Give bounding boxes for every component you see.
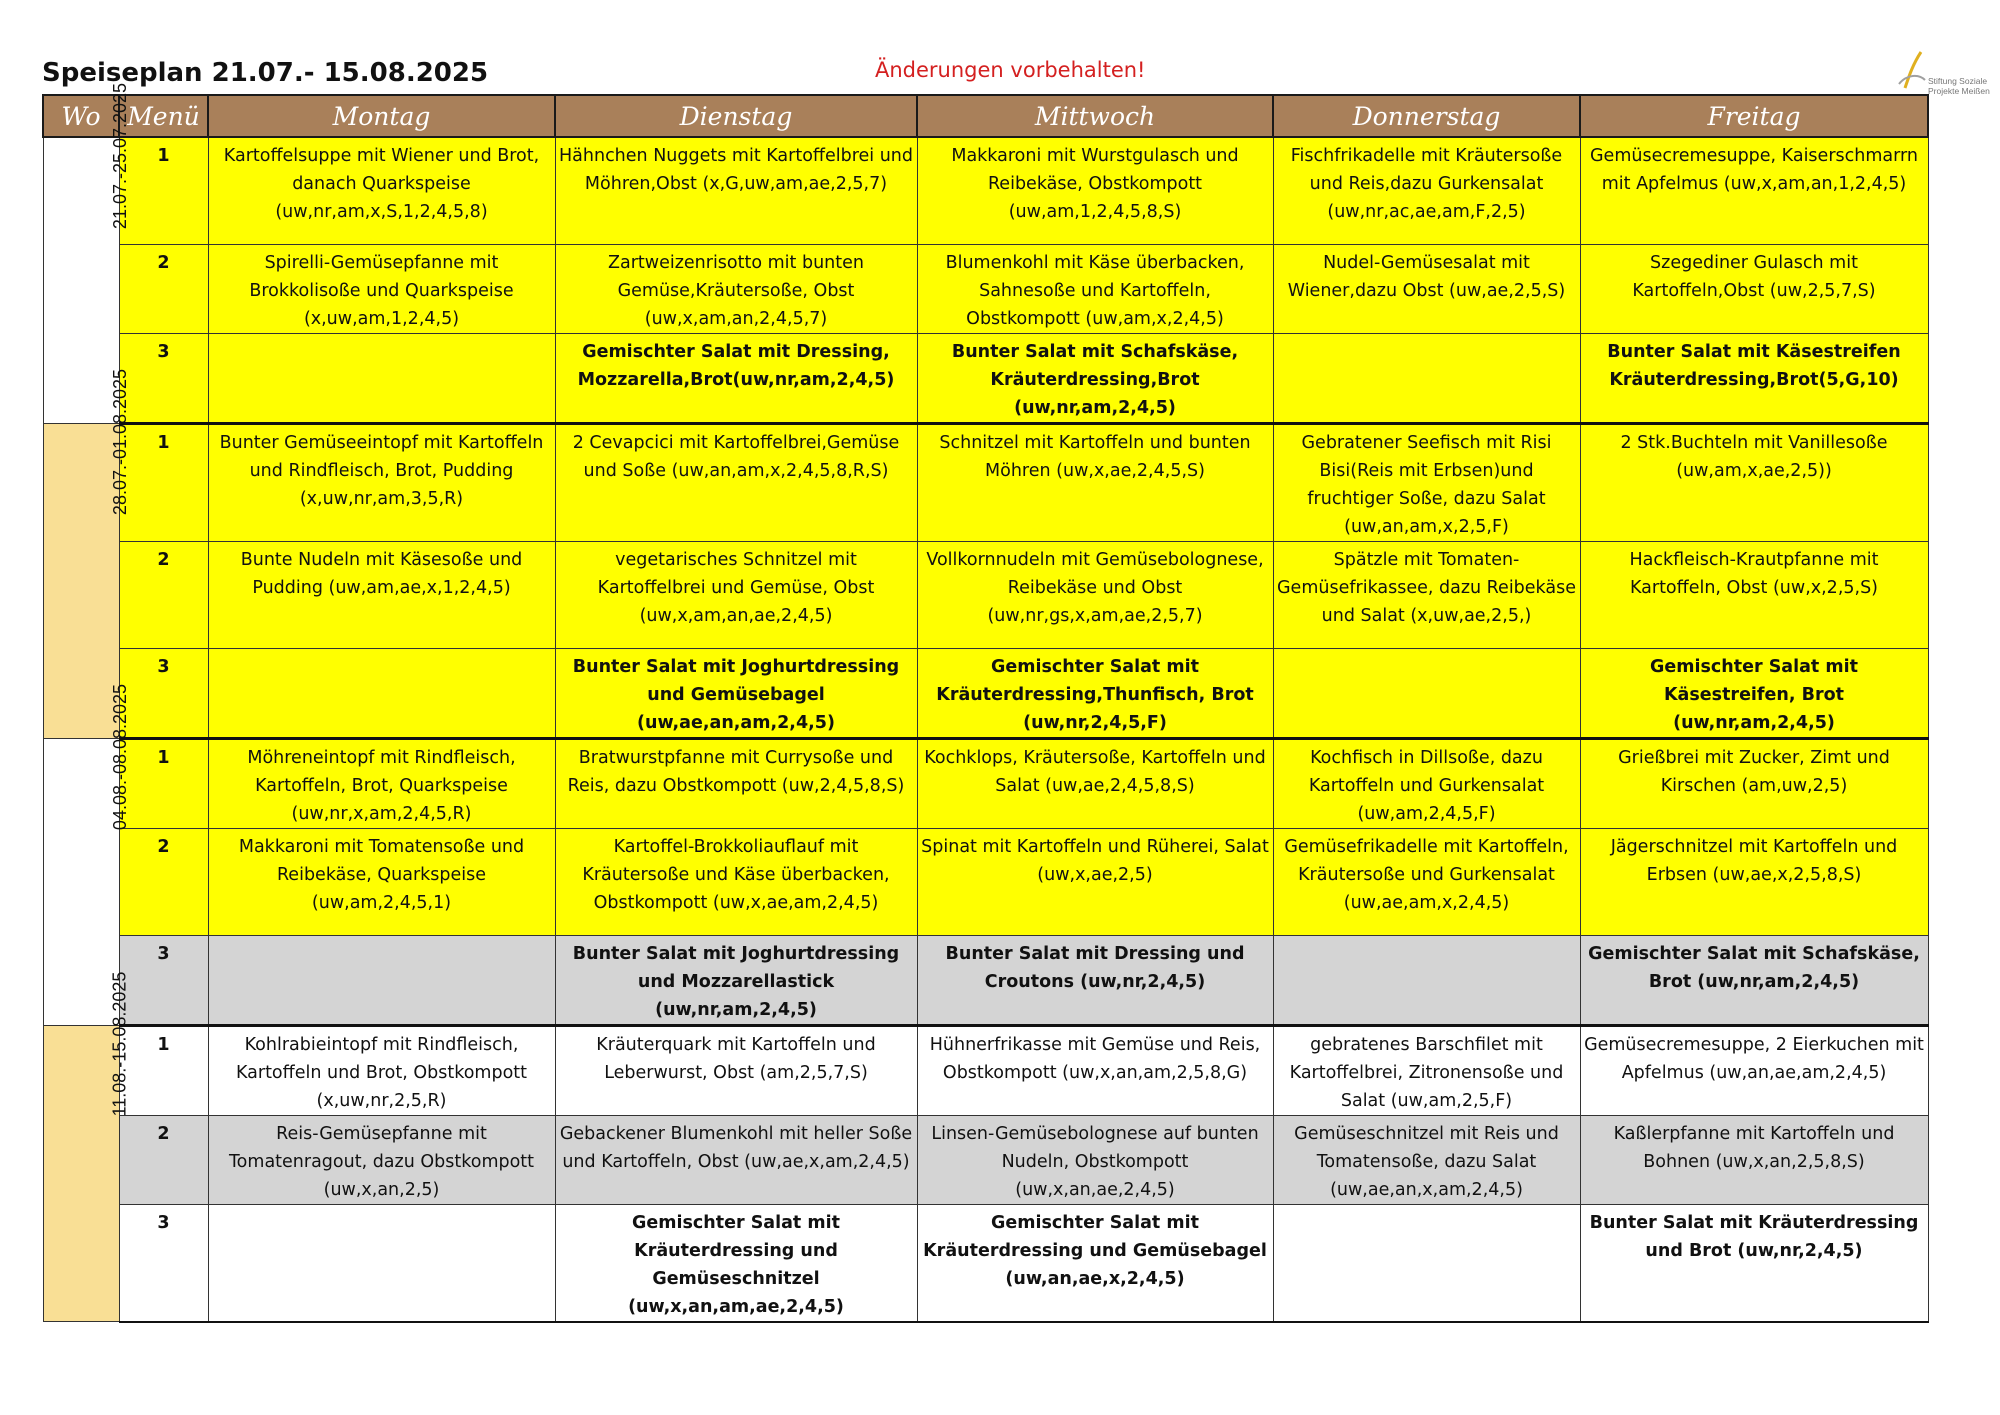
table-row (43, 648, 1928, 738)
meal-cell: Spätzle mit Tomaten-Gemüsefrikassee, dazu Reibekäse und Salat (x,uw,ae,2,5,) (1273, 541, 1580, 648)
table-row (43, 1115, 1928, 1204)
meal-cell: Kochklops, Kräutersoße, Kartoffeln und Salat (uw,ae,2,4,5,8,S) (917, 738, 1273, 828)
week-label-cell (43, 971, 129, 1322)
menu-plan-table (42, 82, 1929, 1323)
menu-number: 3 (119, 333, 208, 423)
table-row (43, 935, 1928, 1025)
table-row (43, 541, 1928, 648)
menu-number: 3 (119, 648, 208, 738)
meal-cell: Gebackener Blumenkohl mit heller Soße und Kartoffeln, Obst (uw,ae,x,am,2,4,5) (555, 1115, 917, 1204)
meal-cell: Gemüsefrikadelle mit Kartoffeln, Kräutersoße und Gurkensalat (uw,ae,am,x,2,4,5) (1273, 828, 1580, 935)
meal-cell (208, 333, 555, 423)
meal-cell: Szegediner Gulasch mit Kartoffeln,Obst (uw,2,5,7,S) (1580, 244, 1928, 333)
menu-number: 1 (119, 738, 208, 828)
change-notice: Änderungen vorbehalten! (875, 58, 1146, 82)
meal-cell: Spinat mit Kartoffeln und Rüherei, Salat (uw,x,ae,2,5) (917, 828, 1273, 935)
week-label: 28.07.-01.08.2025 (109, 368, 130, 515)
meal-cell: Gebratener Seefisch mit Risi Bisi(Reis mit Erbsen)und fruchtiger Soße, dazu Salat (uw,an,am,x,2,5,F) (1273, 423, 1580, 541)
table-row (43, 828, 1928, 935)
meal-cell: Gemüsecremesuppe, 2 Eierkuchen mit Apfelmus (uw,an,ae,am,2,4,5) (1580, 1025, 1928, 1115)
meal-cell: Bunter Salat mit Käsestreifen Kräuterdressing,Brot(5,G,10) (1580, 333, 1928, 423)
table-row (43, 1204, 1928, 1322)
meal-cell: Linsen-Gemüsebolognese auf bunten Nudeln, Obstkompott (uw,x,an,ae,2,4,5) (917, 1115, 1273, 1204)
col-header-week: Wo (43, 95, 119, 137)
menu-number: 2 (119, 828, 208, 935)
meal-cell: Zartweizenrisotto mit bunten Gemüse,Kräutersoße, Obst (uw,x,am,an,2,4,5,7) (555, 244, 917, 333)
table-row (43, 1025, 1928, 1115)
menu-number: 1 (119, 137, 208, 244)
meal-cell: Gemischter Salat mit Schafskäse, Brot (uw,nr,am,2,4,5) (1580, 935, 1928, 1025)
meal-cell: Grießbrei mit Zucker, Zimt und Kirschen (am,uw,2,5) (1580, 738, 1928, 828)
col-header-wednesday: Mittwoch (917, 95, 1273, 137)
table-row (43, 423, 1928, 541)
meal-cell: Makkaroni mit Wurstgulasch und Reibekäse, Obstkompott (uw,am,1,2,4,5,8,S) (917, 137, 1273, 244)
meal-cell: 2 Cevapcici mit Kartoffelbrei,Gemüse und Soße (uw,an,am,x,2,4,5,8,R,S) (555, 423, 917, 541)
meal-cell: Gemüsecremesuppe, Kaiserschmarrn mit Apfelmus (uw,x,am,an,1,2,4,5) (1580, 137, 1928, 244)
table-header-row (43, 95, 1928, 137)
table-row (43, 333, 1928, 423)
week-label: 21.07.-25.07.2025 (109, 82, 130, 230)
meal-cell: Nudel-Gemüsesalat mit Wiener,dazu Obst (uw,ae,2,5,S) (1273, 244, 1580, 333)
meal-cell: Bunter Gemüseeintopf mit Kartoffeln und Rindfleisch, Brot, Pudding (x,uw,nr,am,3,5,R) (208, 423, 555, 541)
meal-cell: Schnitzel mit Kartoffeln und bunten Möhren (uw,x,ae,2,4,5,S) (917, 423, 1273, 541)
meal-cell (1273, 333, 1580, 423)
meal-cell: Bratwurstpfanne mit Currysoße und Reis, dazu Obstkompott (uw,2,4,5,8,S) (555, 738, 917, 828)
meal-cell: Kohlrabieintopf mit Rindfleisch, Kartoffeln und Brot, Obstkompott (x,uw,nr,2,5,R) (208, 1025, 555, 1115)
menu-number: 2 (119, 1115, 208, 1204)
logo-text-line1: Stiftung Soziale (1928, 76, 1988, 86)
menu-number: 3 (119, 935, 208, 1025)
meal-cell: Bunter Salat mit Dressing und Croutons (uw,nr,2,4,5) (917, 935, 1273, 1025)
meal-cell: Gemüseschnitzel mit Reis und Tomatensoße, dazu Salat (uw,ae,an,x,am,2,4,5) (1273, 1115, 1580, 1204)
meal-cell: vegetarisches Schnitzel mit Kartoffelbrei und Gemüse, Obst (uw,x,am,an,ae,2,4,5) (555, 541, 917, 648)
meal-cell: Fischfrikadelle mit Kräutersoße und Reis,dazu Gurkensalat (uw,nr,ac,ae,am,F,2,5) (1273, 137, 1580, 244)
meal-cell (208, 648, 555, 738)
week-label: 04.08.-08.08.2025 (109, 683, 130, 830)
page-title: Speiseplan 21.07.- 15.08.2025 (42, 58, 489, 88)
table-row (43, 244, 1928, 333)
meal-cell (208, 935, 555, 1025)
meal-cell: Kräuterquark mit Kartoffeln und Leberwurst, Obst (am,2,5,7,S) (555, 1025, 917, 1115)
meal-cell: Bunter Salat mit Joghurtdressing und Gemüsebagel (uw,ae,an,am,2,4,5) (555, 648, 917, 738)
meal-cell: Bunte Nudeln mit Käsesoße und Pudding (uw,am,ae,x,1,2,4,5) (208, 541, 555, 648)
meal-cell: Vollkornnudeln mit Gemüsebolognese, Reibekäse und Obst (uw,nr,gs,x,am,ae,2,5,7) (917, 541, 1273, 648)
meal-cell: Gemischter Salat mit Kräuterdressing,Thunfisch, Brot (uw,nr,2,4,5,F) (917, 648, 1273, 738)
meal-cell: Kartoffelsuppe mit Wiener und Brot, danach Quarkspeise (uw,nr,am,x,S,1,2,4,5,8) (208, 137, 555, 244)
meal-cell: gebratenes Barschfilet mit Kartoffelbrei, Zitronensoße und Salat (uw,am,2,5,F) (1273, 1025, 1580, 1115)
col-header-menu: Menü (119, 95, 208, 137)
meal-cell (1273, 648, 1580, 738)
meal-cell (208, 1204, 555, 1322)
meal-cell: 2 Stk.Buchteln mit Vanillesoße (uw,am,x,ae,2,5)) (1580, 423, 1928, 541)
menu-number: 1 (119, 423, 208, 541)
col-header-thursday: Donnerstag (1273, 95, 1580, 137)
col-header-monday: Montag (208, 95, 555, 137)
menu-number: 2 (119, 541, 208, 648)
meal-cell: Gemischter Salat mit Käsestreifen, Brot (uw,nr,am,2,4,5) (1580, 648, 1928, 738)
meal-cell: Jägerschnitzel mit Kartoffeln und Erbsen (uw,ae,x,2,5,8,S) (1580, 828, 1928, 935)
meal-cell: Blumenkohl mit Käse überbacken, Sahnesoße und Kartoffeln, Obstkompott (uw,am,x,2,4,5) (917, 244, 1273, 333)
meal-cell: Gemischter Salat mit Kräuterdressing und Gemüseschnitzel (uw,x,an,am,ae,2,4,5) (555, 1204, 917, 1322)
meal-cell: Bunter Salat mit Schafskäse, Kräuterdressing,Brot (uw,nr,am,2,4,5) (917, 333, 1273, 423)
meal-cell: Reis-Gemüsepfanne mit Tomatenragout, dazu Obstkompott (uw,x,an,2,5) (208, 1115, 555, 1204)
foundation-logo (1895, 50, 1990, 100)
meal-cell: Spirelli-Gemüsepfanne mit Brokkolisoße und Quarkspeise (x,uw,am,1,2,4,5) (208, 244, 555, 333)
table-row (43, 738, 1928, 828)
meal-cell (1273, 935, 1580, 1025)
meal-cell: Gemischter Salat mit Kräuterdressing und Gemüsebagel (uw,an,ae,x,2,4,5) (917, 1204, 1273, 1322)
table-row (43, 137, 1928, 244)
meal-cell: Gemischter Salat mit Dressing, Mozzarella,Brot(uw,nr,am,2,4,5) (555, 333, 917, 423)
menu-number: 2 (119, 244, 208, 333)
col-header-tuesday: Dienstag (555, 95, 917, 137)
meal-cell: Hackfleisch-Krautpfanne mit Kartoffeln, Obst (uw,x,2,5,S) (1580, 541, 1928, 648)
meal-cell: Kartoffel-Brokkoliauflauf mit Kräutersoße und Käse überbacken, Obstkompott (uw,x,ae,am,2,4,5) (555, 828, 917, 935)
week-label: 11.08.-15.08.2025 (108, 971, 129, 1116)
logo-text-line2: Projekte Meißen (1928, 86, 1990, 96)
meal-cell: Bunter Salat mit Joghurtdressing und Mozzarellastick (uw,nr,am,2,4,5) (555, 935, 917, 1025)
col-header-friday: Freitag (1580, 95, 1928, 137)
menu-number: 1 (119, 1025, 208, 1115)
meal-cell: Makkaroni mit Tomatensoße und Reibekäse, Quarkspeise (uw,am,2,4,5,1) (208, 828, 555, 935)
menu-number: 3 (119, 1204, 208, 1322)
meal-cell (1273, 1204, 1580, 1322)
meal-cell: Bunter Salat mit Kräuterdressing und Brot (uw,nr,2,4,5) (1580, 1204, 1928, 1322)
meal-cell: Kaßlerpfanne mit Kartoffeln und Bohnen (uw,x,an,2,5,8,S) (1580, 1115, 1928, 1204)
meal-cell: Hähnchen Nuggets mit Kartoffelbrei und Möhren,Obst (x,G,uw,am,ae,2,5,7) (555, 137, 917, 244)
meal-cell: Kochfisch in Dillsoße, dazu Kartoffeln und Gurkensalat (uw,am,2,4,5,F) (1273, 738, 1580, 828)
logo-swoosh-icon (1895, 50, 1929, 96)
meal-cell: Hühnerfrikasse mit Gemüse und Reis, Obstkompott (uw,x,an,am,2,5,8,G) (917, 1025, 1273, 1115)
meal-cell: Möhreneintopf mit Rindfleisch, Kartoffeln, Brot, Quarkspeise (uw,nr,x,am,2,4,5,R) (208, 738, 555, 828)
